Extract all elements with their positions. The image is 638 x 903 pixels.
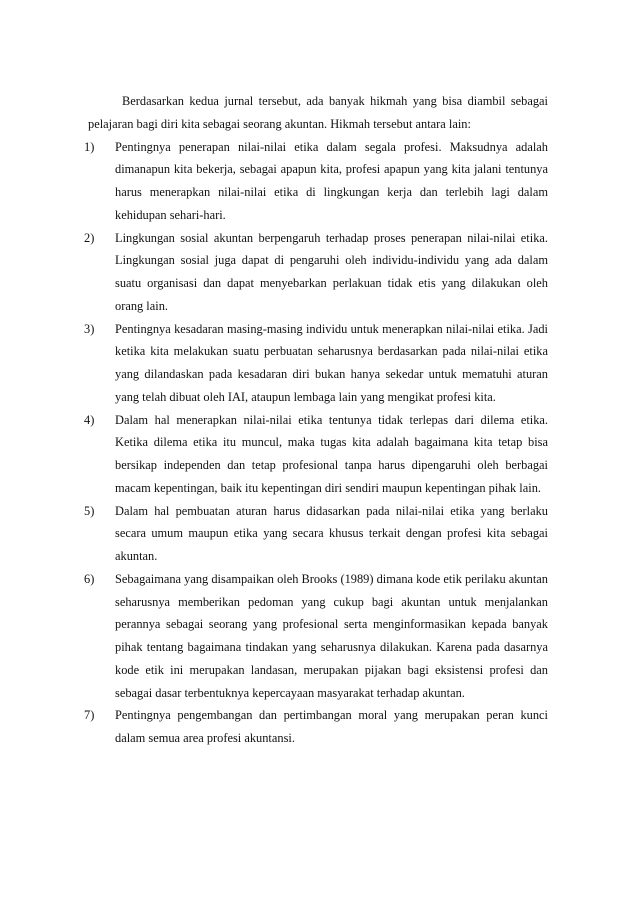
list-item-text: Pentingnya pengembangan dan pertimbangan moral yang merupakan peran kunci dalam semua area profesi akuntansi. (115, 708, 548, 745)
list-item-number: 7) (84, 708, 95, 723)
list-item (84, 568, 548, 705)
lessons-list (84, 136, 548, 750)
list-item-text: Dalam hal pembuatan aturan harus didasarkan pada nilai-nilai etika yang berlaku secara umum maupun etika yang secara khusus terkait dengan profesi kita sebagai akuntan. (115, 503, 548, 563)
list-item (84, 136, 548, 227)
list-item (84, 500, 548, 568)
list-item (84, 409, 548, 500)
list-item (84, 704, 548, 750)
document-body (84, 90, 548, 750)
intro-paragraph: Berdasarkan kedua jurnal tersebut, ada banyak hikmah yang bisa diambil sebagai pelajaran bagi diri kita sebagai seorang akuntan. Hikmah tersebut antara lain: (88, 94, 548, 131)
list-item (84, 318, 548, 409)
list-item-text: Pentingnya penerapan nilai-nilai etika dalam segala profesi. Maksudnya adalah dimanapun kita bekerja, sebagai apapun kita, profesi apapun yang kita jalani tentunya harus menerapkan nilai-nilai etika di lingkungan kerja dan terlebih lagi dalam kehidupan sehari-hari. (115, 139, 548, 222)
list-item-number: 5) (84, 503, 95, 518)
list-item-number: 6) (84, 571, 95, 586)
list-item-text: Lingkungan sosial akuntan berpengaruh terhadap proses penerapan nilai-nilai etika. Lingkungan sosial juga dapat di pengaruhi oleh individu-individu yang ada dalam suatu organisasi dan dapat menyebarkan perlakuan tidak etis yang dilakukan oleh orang lain. (115, 230, 548, 313)
list-item-number: 4) (84, 412, 95, 427)
list-item-number: 2) (84, 230, 95, 245)
list-item-number: 1) (84, 139, 95, 154)
list-item-text: Sebagaimana yang disampaikan oleh Brooks (1989) dimana kode etik perilaku akuntan seharusnya memberikan pedoman yang cukup bagi akuntan untuk menjalankan perannya sebagai seorang yang profesional serta menginformasikan kepada banyak pihak tentang bagaimana tindakan yang seharusnya dilakukan. Karena pada dasarnya kode etik ini merupakan landasan, merupakan pijakan bagi eksistensi profesi dan sebagai dasar terbentuknya kepercayaan masyarakat terhadap akuntan. (115, 571, 548, 700)
list-item-text: Dalam hal menerapkan nilai-nilai etika tentunya tidak terlepas dari dilema etika. Ketika dilema etika itu muncul, maka tugas kita adalah bagaimana kita tetap bisa bersikap independen dan tetap profesional tanpa harus dipengaruhi oleh berbagai macam kepentingan, baik itu kepentingan diri sendiri maupun kepentingan pihak lain. (115, 412, 548, 495)
list-item-number: 3) (84, 321, 95, 336)
list-item-text: Pentingnya kesadaran masing-masing individu untuk menerapkan nilai-nilai etika. Jadi ketika kita melakukan suatu perbuatan seharusnya berdasarkan pada nilai-nilai etika yang dilandaskan pada kesadaran diri bukan hanya sekedar untuk mematuhi aturan yang telah dibuat oleh IAI, ataupun lembaga lain yang mengikat profesi kita. (115, 321, 548, 404)
list-item (84, 227, 548, 318)
